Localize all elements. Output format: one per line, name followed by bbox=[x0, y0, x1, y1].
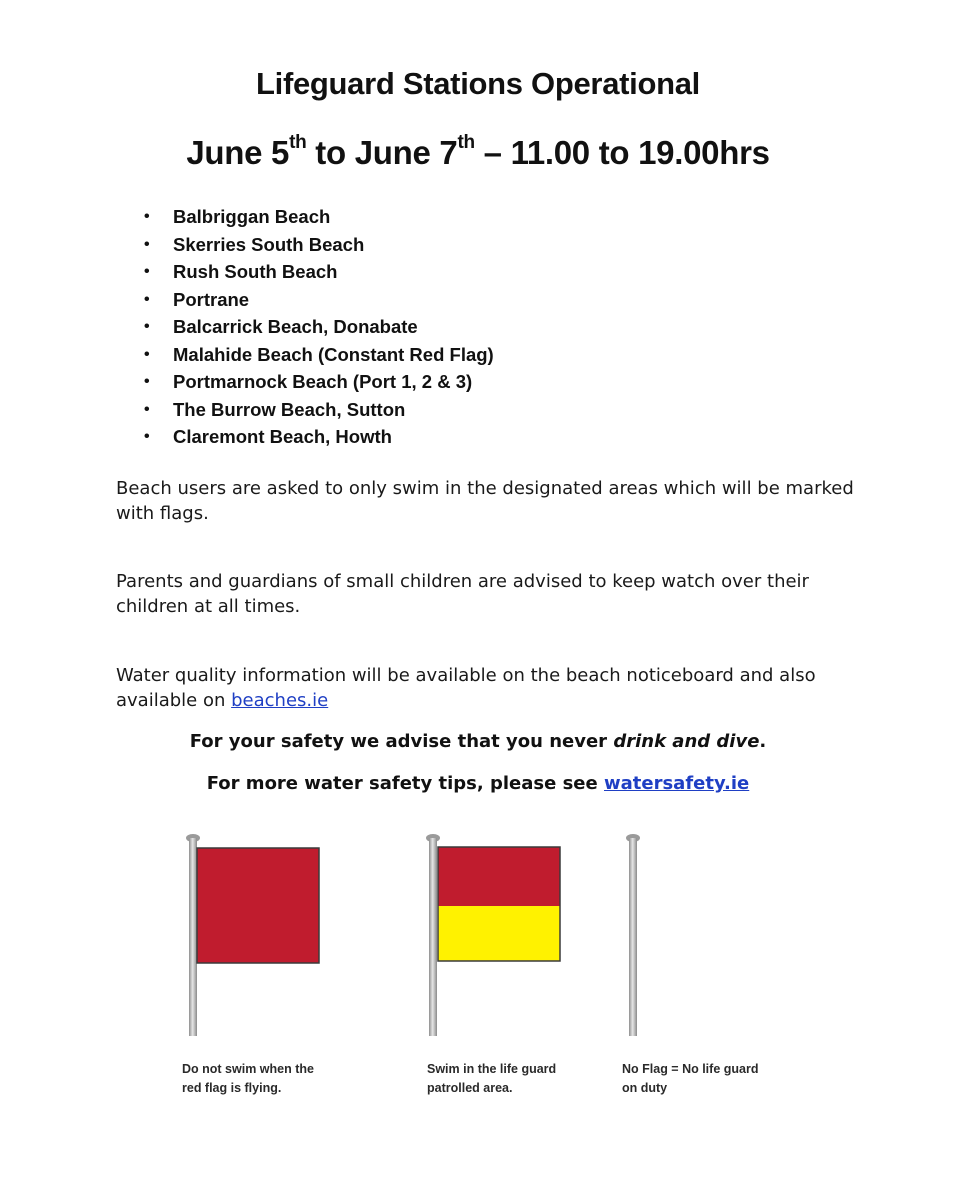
safety-tips bbox=[0, 773, 956, 794]
designated-areas-paragraph: Beach users are asked to only swim in the designated areas which will be marked with flags. bbox=[116, 478, 854, 524]
beach-list bbox=[144, 203, 494, 451]
list-item bbox=[144, 313, 494, 341]
date-start: June 5 bbox=[186, 134, 290, 171]
safety-advice bbox=[0, 731, 956, 752]
beach-name: Portmarnock Beach (Port 1, 2 & 3) bbox=[173, 371, 473, 392]
beaches-link[interactable]: beaches.ie bbox=[231, 690, 329, 711]
bullet-icon: • bbox=[144, 318, 150, 335]
beach-name: Balcarrick Beach, Donabate bbox=[173, 316, 418, 337]
bullet-icon: • bbox=[144, 235, 150, 253]
yellow-half bbox=[438, 906, 560, 961]
parents-paragraph: Parents and guardians of small children are advised to keep watch over their children at all times. bbox=[116, 571, 809, 617]
red-flag bbox=[197, 848, 319, 963]
empty-pole-icon bbox=[626, 834, 640, 1036]
beach-name: The Burrow Beach, Sutton bbox=[173, 398, 406, 420]
flag-pole bbox=[189, 838, 197, 1036]
beach-name: Rush South Beach bbox=[173, 261, 338, 282]
safety-advice-emphasis: drink and dive bbox=[613, 731, 760, 752]
bullet-icon: • bbox=[144, 263, 150, 280]
list-item bbox=[144, 396, 494, 424]
caption-line: on duty bbox=[622, 1081, 668, 1095]
list-item bbox=[144, 258, 494, 286]
beach-name: Skerries South Beach bbox=[173, 233, 365, 255]
date-end-suffix: th bbox=[457, 132, 475, 153]
no-flag-caption bbox=[622, 1060, 797, 1098]
list-item bbox=[144, 231, 494, 259]
bullet-icon: • bbox=[144, 428, 150, 445]
page-title: Lifeguard Stations Operational bbox=[256, 66, 700, 101]
safety-advice-period: . bbox=[759, 731, 767, 752]
water-quality-paragraph bbox=[116, 663, 856, 713]
red-yellow-flag-caption bbox=[427, 1060, 602, 1098]
beach-name: Balbriggan Beach bbox=[173, 206, 331, 227]
date-end: to June 7 bbox=[306, 134, 458, 171]
caption-line: red flag is flying. bbox=[182, 1081, 282, 1095]
red-yellow-flag-icon bbox=[426, 834, 560, 1036]
flag-pole bbox=[429, 838, 437, 1036]
bullet-icon: • bbox=[144, 373, 150, 390]
hours: – 11.00 to 19.00hrs bbox=[474, 134, 770, 171]
list-item bbox=[144, 423, 494, 451]
flag-pole bbox=[629, 838, 637, 1036]
list-item bbox=[144, 341, 494, 369]
flag-illustrations bbox=[0, 820, 956, 1050]
beach-name: Portrane bbox=[173, 288, 250, 310]
bullet-icon: • bbox=[144, 208, 150, 225]
list-item bbox=[144, 203, 494, 231]
safety-tips-text: For more water safety tips, please see bbox=[206, 773, 604, 794]
date-time-heading bbox=[0, 134, 956, 172]
flag-guide bbox=[0, 820, 956, 1120]
beach-name: Malahide Beach (Constant Red Flag) bbox=[173, 343, 494, 365]
list-item bbox=[144, 368, 494, 396]
bullet-icon: • bbox=[144, 290, 150, 308]
date-start-suffix: th bbox=[289, 132, 307, 153]
safety-advice-text: For your safety we advise that you never bbox=[189, 731, 614, 752]
water-quality-text: Water quality information will be available on the beach noticeboard and also available on bbox=[116, 665, 816, 711]
bullet-icon: • bbox=[144, 400, 150, 418]
beach-name: Claremont Beach, Howth bbox=[173, 426, 392, 447]
caption-line: Swim in the life guard bbox=[427, 1062, 557, 1076]
red-flag-caption bbox=[182, 1060, 357, 1098]
caption-line: No Flag = No life guard bbox=[622, 1062, 759, 1076]
caption-line: Do not swim when the bbox=[182, 1062, 314, 1076]
caption-line: patrolled area. bbox=[427, 1081, 513, 1095]
red-half bbox=[438, 847, 560, 906]
list-item bbox=[144, 286, 494, 314]
watersafety-link[interactable]: watersafety.ie bbox=[604, 773, 750, 794]
red-flag-icon bbox=[186, 834, 319, 1036]
bullet-icon: • bbox=[144, 345, 150, 363]
